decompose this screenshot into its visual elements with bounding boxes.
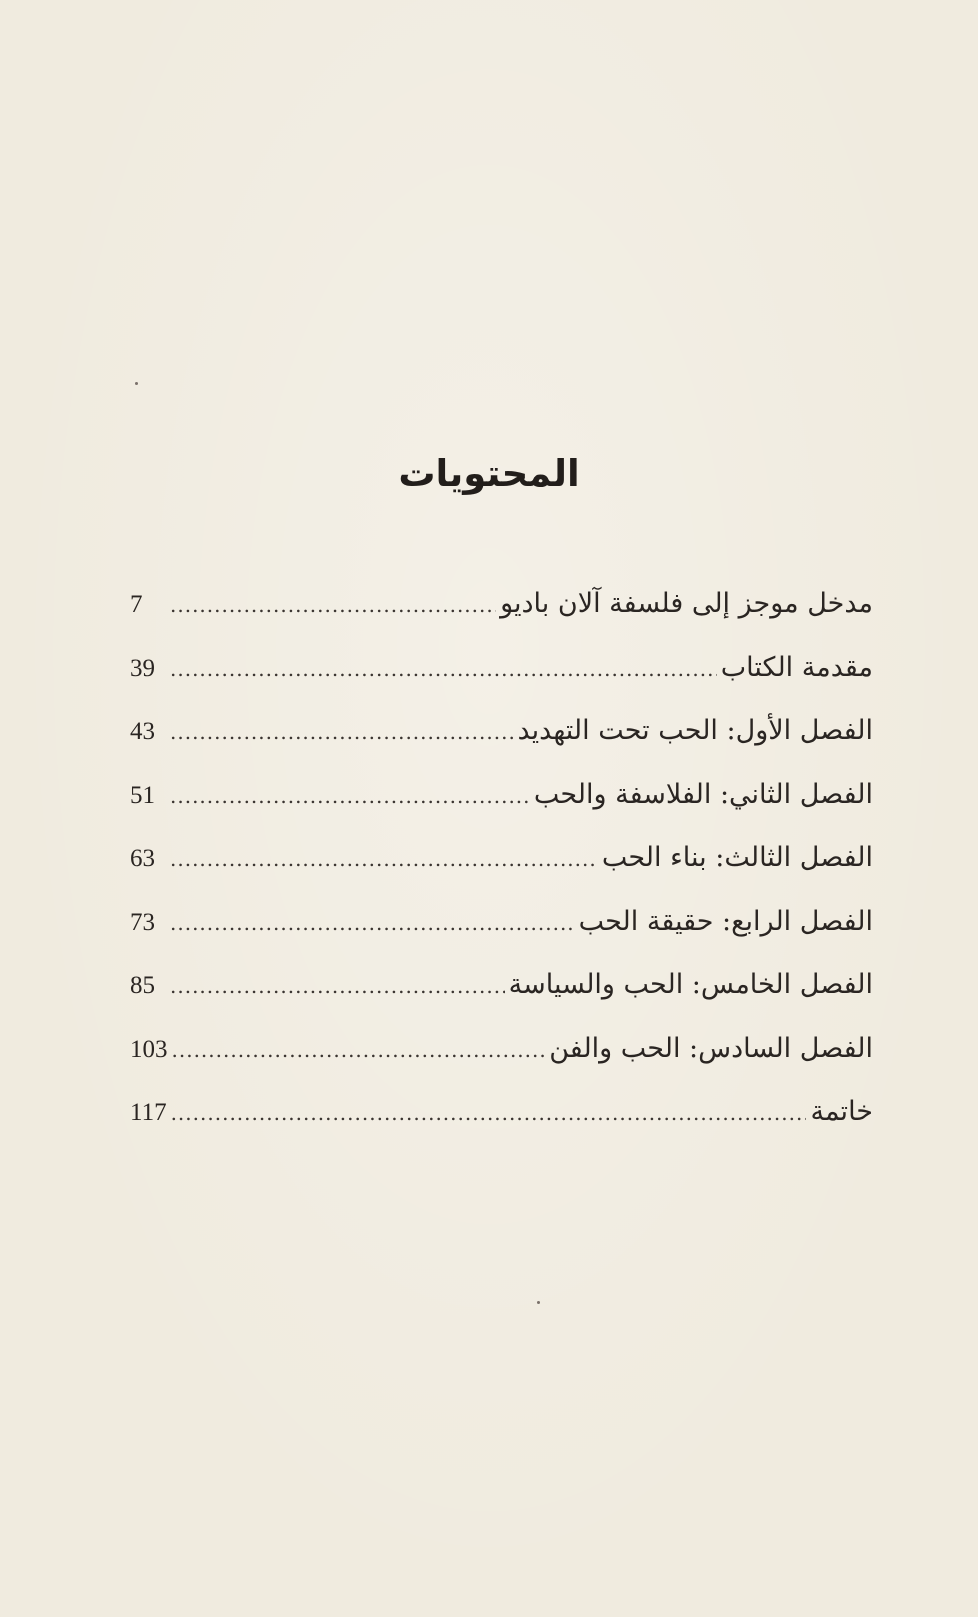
paper-speck [537,1301,540,1304]
table-of-contents [130,588,873,1160]
toc-page-number: 39 [130,654,155,682]
toc-entry-title: الفصل الثالث: بناء الحب [601,842,873,873]
dot-leader [170,593,496,617]
paper-speck [135,382,138,385]
dot-leader [170,720,513,744]
toc-entry [130,652,873,716]
toc-entry [130,906,873,970]
toc-page-number: 103 [130,1035,168,1063]
dot-leader [170,657,717,681]
toc-entry [130,1033,873,1097]
toc-entry [130,969,873,1033]
toc-page-number: 73 [130,908,155,936]
toc-entry [130,588,873,652]
toc-entry-title: خاتمة [810,1096,873,1127]
dot-leader [171,1101,807,1125]
page-title: المحتويات [398,452,580,495]
toc-entry-title: الفصل الأول: الحب تحت التهديد [517,715,873,746]
toc-page-number: 85 [130,972,155,999]
dot-leader [170,974,505,998]
toc-page-number: 7 [130,591,143,618]
toc-entry [130,842,873,906]
toc-entry-title: الفصل السادس: الحب والفن [549,1032,873,1064]
toc-page-number: 63 [130,845,155,872]
toc-entry [130,715,873,779]
toc-page-number: 117 [130,1099,167,1126]
toc-entry [130,1096,873,1160]
dot-leader [170,784,530,808]
toc-entry-title: مدخل موجز إلى فلسفة آلان باديو [500,588,873,619]
toc-entry-title: مقدمة الكتاب [720,651,873,683]
toc-entry-title: الفصل الثاني: الفلاسفة والحب [533,778,873,810]
dot-leader [170,911,575,935]
toc-entry-title: الفصل الرابع: حقيقة الحب [578,905,873,937]
toc-page-number: 51 [130,781,155,809]
dot-leader [170,847,598,871]
toc-entry-title: الفصل الخامس: الحب والسياسة [508,969,873,1000]
toc-entry [130,779,873,843]
dot-leader [172,1038,546,1062]
toc-page-number: 43 [130,718,155,745]
